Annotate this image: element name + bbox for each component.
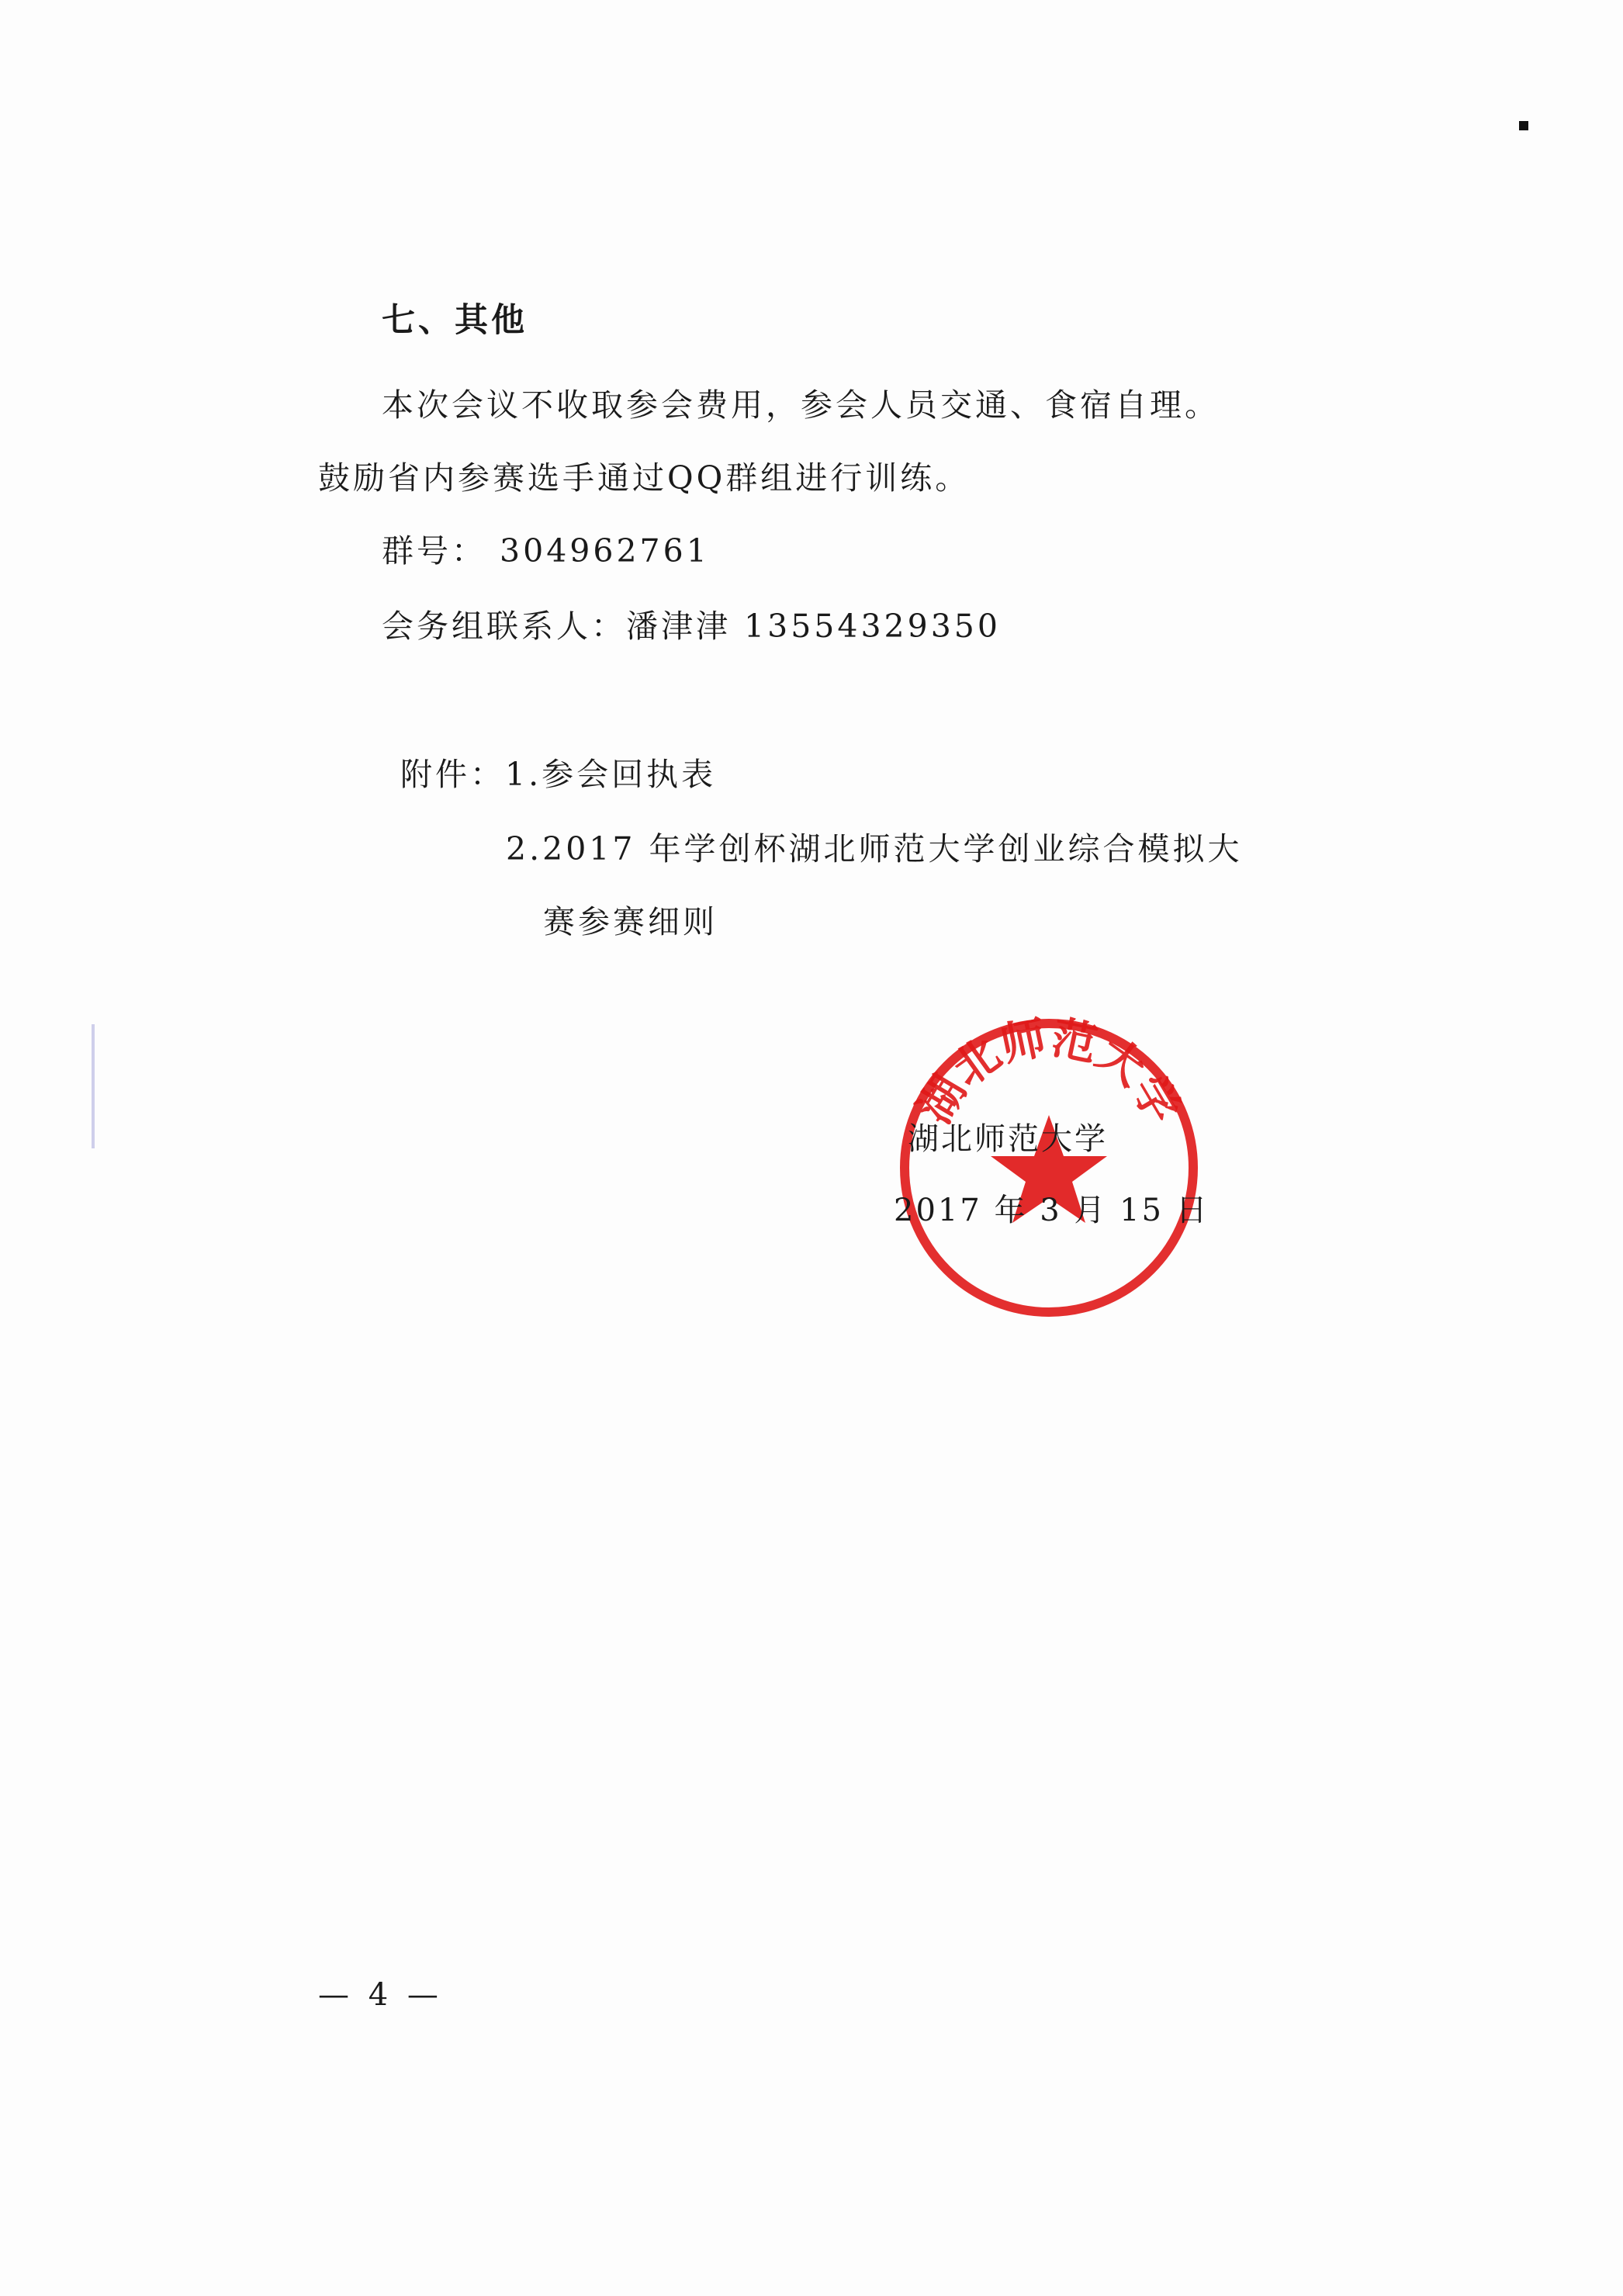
qq-group-number: 群号： 304962761 xyxy=(382,532,710,570)
signing-organization: 湖北师范大学 xyxy=(908,1121,1108,1157)
attachment-item-1: 附件：1.参会回执表 xyxy=(400,756,717,793)
contact-person: 会务组联系人：潘津津 13554329350 xyxy=(382,608,1001,645)
attachment-item-2-continued: 赛参赛细则 xyxy=(543,903,718,940)
official-seal xyxy=(894,1013,1204,1323)
seal-ring-text: 湖北师范大学 xyxy=(908,1013,1190,1133)
signing-date: 2017 年 3 月 15 日 xyxy=(894,1193,1209,1228)
scan-artifact xyxy=(92,1024,95,1148)
page-number: — 4 — xyxy=(318,1977,443,2013)
scan-corner-mark xyxy=(1519,121,1528,130)
paragraph-line-2: 鼓励省内参赛选手通过QQ群组进行训练。 xyxy=(318,459,971,497)
paragraph-line-1: 本次会议不收取参会费用，参会人员交通、食宿自理。 xyxy=(382,386,1220,424)
attachment-item-2: 2.2017 年学创杯湖北师范大学创业综合模拟大 xyxy=(506,830,1243,867)
section-heading: 七、其他 xyxy=(382,301,528,340)
